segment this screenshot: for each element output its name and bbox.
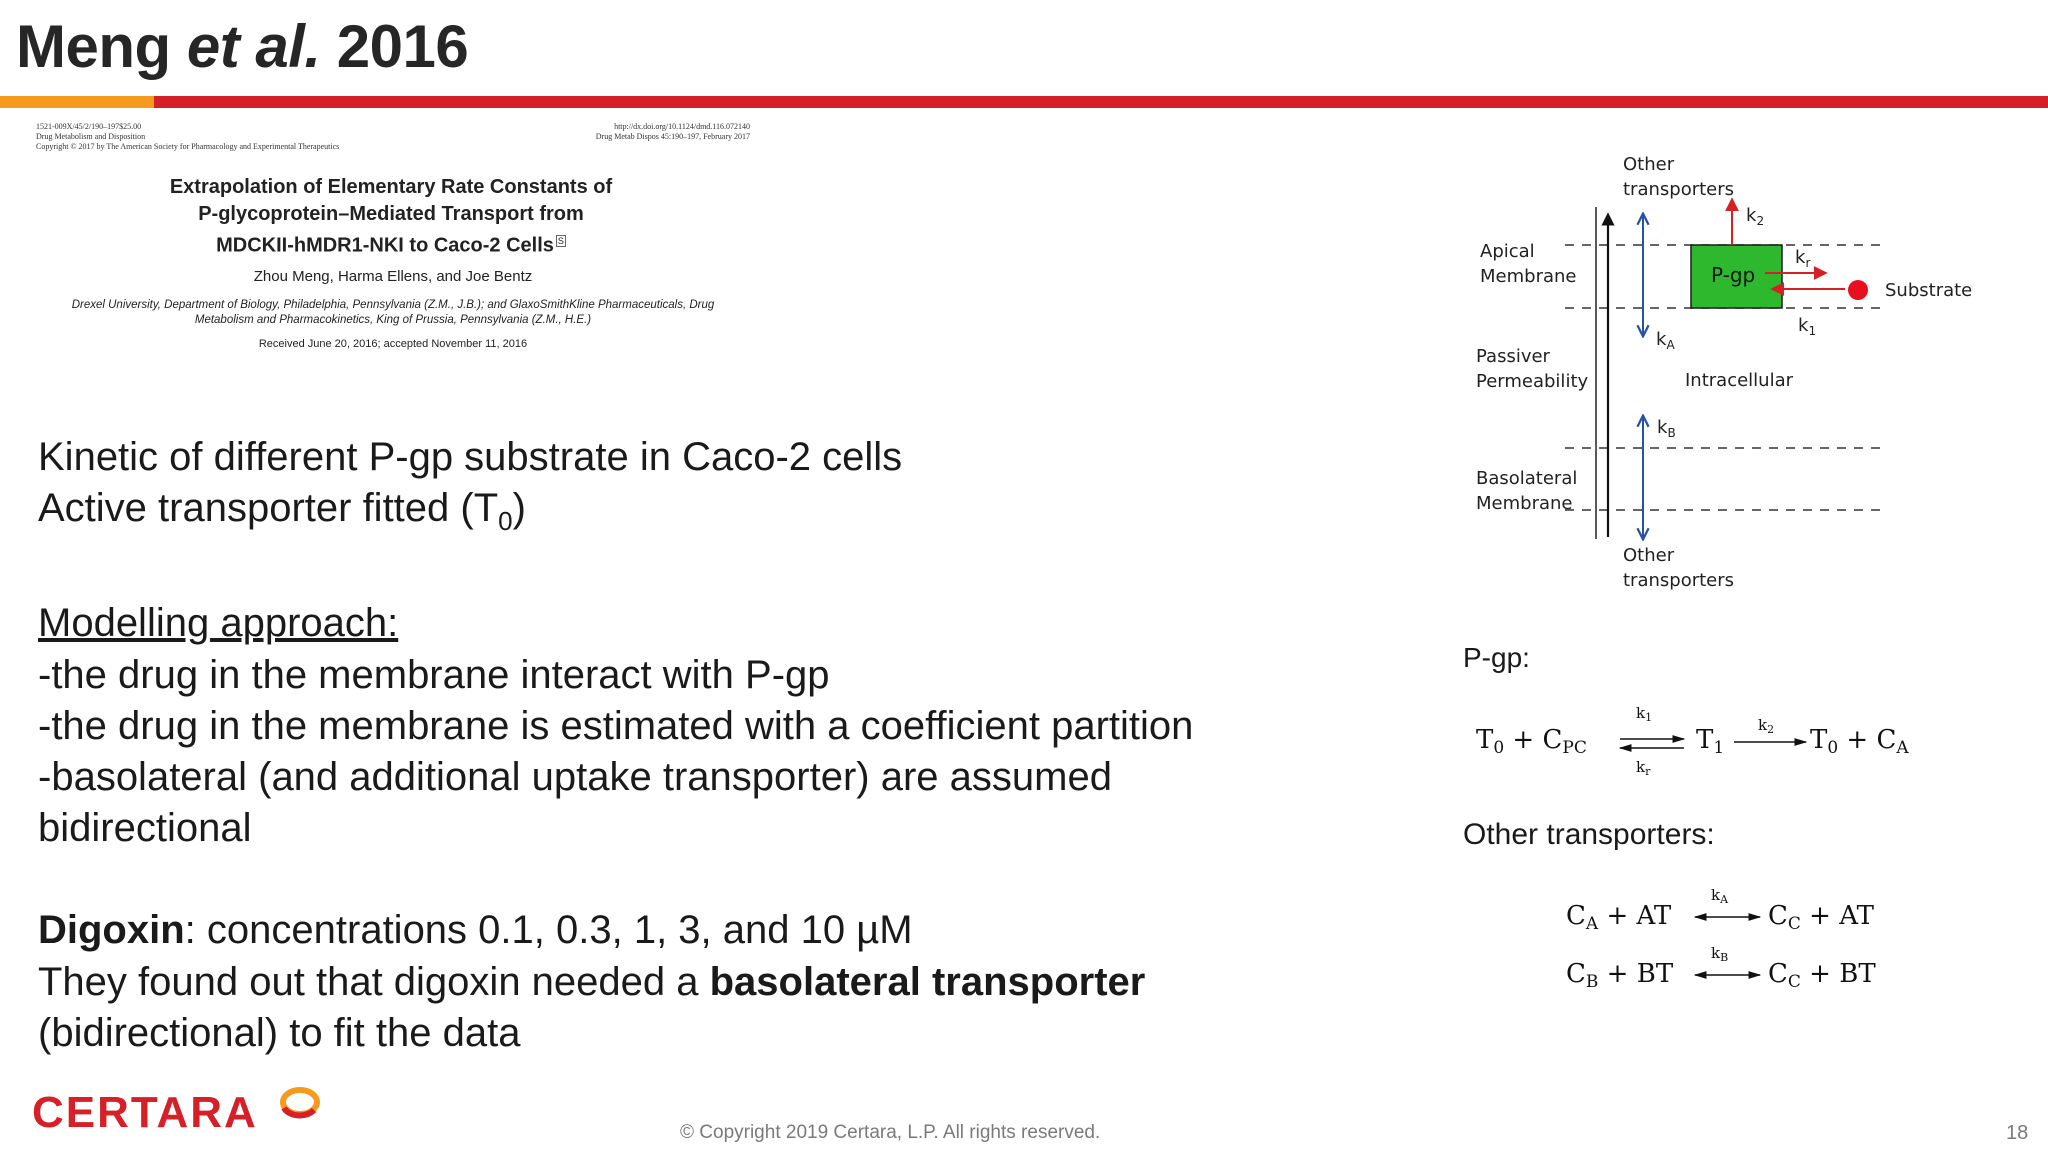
eq1-ka: $k_A$ [1711, 886, 1729, 906]
title-year: 2016 [320, 13, 469, 80]
paper-authors: Zhou Meng, Harma Ellens, and Joe Bentz [253, 268, 533, 285]
basolateral-label-1: Basolateral [1476, 468, 1578, 489]
apical-label-2: Membrane [1480, 266, 1577, 287]
modelling-heading: Modelling approach: [38, 601, 399, 646]
paper-affiliation-line: Drexel University, Department of Biology, Philadelphia, Pennsylvania (Z.M., J.B.); and GlaxoSmithKline Pharmaceuticals, Drug [71, 299, 715, 311]
paper-received: Received June 20, 2016; accepted November 11, 2016 [258, 338, 528, 350]
body-line-kinetic: Kinetic of different P-gp substrate in Caco-2 cells [38, 435, 903, 479]
transport-diagram [1460, 145, 2020, 600]
logo-ring-icon [276, 1084, 324, 1124]
eq-t0-ca: T0 + CA [1810, 725, 1909, 758]
page-number: 18 [2006, 1122, 2029, 1144]
eq2-left: CB + BT [1566, 959, 1674, 992]
eq1-right: CC + AT [1768, 901, 1874, 934]
other-transporters-bottom-2: transporters [1623, 570, 1735, 591]
other-transporters-equations [1560, 880, 1900, 1000]
found-text: They found out that digoxin needed a [38, 959, 710, 1004]
title-author: Meng [16, 13, 187, 80]
title-underline-orange [0, 96, 154, 108]
paper-header-right-line: Drug Metab Dispos 45:190–197, February 2017 [595, 132, 750, 141]
eq2-kb: $k_B$ [1711, 944, 1729, 964]
body-line-active [38, 483, 1338, 547]
slide-title [16, 12, 468, 81]
found-line [38, 957, 1338, 1008]
substrate-label: Substrate [1885, 280, 1973, 301]
substrate-dot [1848, 280, 1868, 300]
k2-label: $k_2$ [1746, 205, 1765, 228]
title-underline-red [154, 96, 2048, 108]
paper-header-left [36, 122, 339, 152]
eq-k1: $k_1$ [1636, 704, 1653, 724]
eq-t0: T0 + CPC [1476, 725, 1587, 758]
kb-label: $k_B$ [1657, 417, 1676, 440]
eq1-left: CA + AT [1566, 901, 1672, 934]
eq-kr: $k_r$ [1636, 758, 1651, 778]
basolateral-label-2: Membrane [1476, 493, 1573, 514]
other-transporters-label: Other transporters: [1463, 818, 1715, 851]
found-bold: basolateral transporter [709, 959, 1146, 1004]
paper-header-right [596, 122, 750, 142]
paper-title [116, 174, 666, 260]
ka-label: $k_A$ [1656, 329, 1675, 352]
passive-label-1: Passiver [1476, 346, 1550, 367]
bullet-item: -the drug in the membrane is estimated with a coefficient partition [38, 703, 1194, 748]
active-close: ) [512, 486, 526, 531]
pgp-box-label: P-gp [1711, 263, 1756, 287]
k1-label: $k_1$ [1798, 315, 1817, 338]
copyright-text: © Copyright 2019 Certara, L.P. All rights reserved. [680, 1122, 1101, 1143]
eq-t1: T1 [1696, 725, 1725, 758]
other-transporters-top-2: transporters [1623, 179, 1735, 200]
t0-subscript: 0 [498, 506, 513, 537]
paper-affiliation [36, 298, 750, 328]
passive-label-2: Permeability [1476, 371, 1589, 392]
active-text: Active transporter fitted (T [38, 486, 499, 531]
kr-label: $k_r$ [1795, 247, 1811, 270]
certara-logo [32, 1088, 258, 1138]
paper-title-line: MDCKII-hMDR1-NKI to Caco-2 Cells [216, 234, 554, 257]
digoxin-line [38, 905, 1338, 956]
paper-header-left-line: Drug Metabolism and Disposition [36, 132, 146, 141]
eq2-right: CC + BT [1768, 959, 1876, 992]
paper-title-line: P-glycoprotein–Mediated Transport from [198, 203, 584, 225]
intracellular-label: Intracellular [1685, 370, 1794, 391]
found-line-2: (bidirectional) to fit the data [38, 1010, 521, 1055]
other-transporters-top-1: Other [1623, 154, 1675, 175]
body-text [38, 432, 1338, 1059]
other-transporters-bottom-1: Other [1623, 545, 1675, 566]
paper-header-left-line: 1521-009X/45/2/190–197$25.00 [36, 122, 142, 131]
digoxin-rest: : concentrations 0.1, 0.3, 1, 3, and 10 µM [184, 908, 913, 953]
digoxin-bold: Digoxin [38, 908, 185, 953]
bullet-item: -basolateral (and additional uptake transporter) are assumed [38, 755, 1112, 800]
apical-label-1: Apical [1480, 241, 1535, 262]
supplementary-mark: S [557, 236, 564, 246]
paper-title-line: Extrapolation of Elementary Rate Constants of [169, 176, 613, 198]
eq-k2: $k_2$ [1758, 716, 1775, 736]
pgp-equation [1470, 700, 1930, 780]
paper-header-right-line: http://dx.doi.org/10.1124/dmd.116.072140 [614, 122, 750, 131]
pgp-equation-label: P-gp: [1463, 642, 1530, 673]
paper-affiliation-line: Metabolism and Pharmacokinetics, King of Prussia, Pennsylvania (Z.M., H.E.) [194, 314, 592, 326]
logo-text: CERTARA [32, 1088, 258, 1137]
bullet-item: bidirectional [38, 806, 252, 851]
paper-header-image [36, 122, 750, 362]
bullet-item: -the drug in the membrane interact with P-gp [38, 652, 830, 697]
paper-header-left-line: Copyright © 2017 by The American Society for Pharmacology and Experimental Therapeutics [36, 142, 340, 151]
title-etal: et al. [186, 13, 321, 80]
